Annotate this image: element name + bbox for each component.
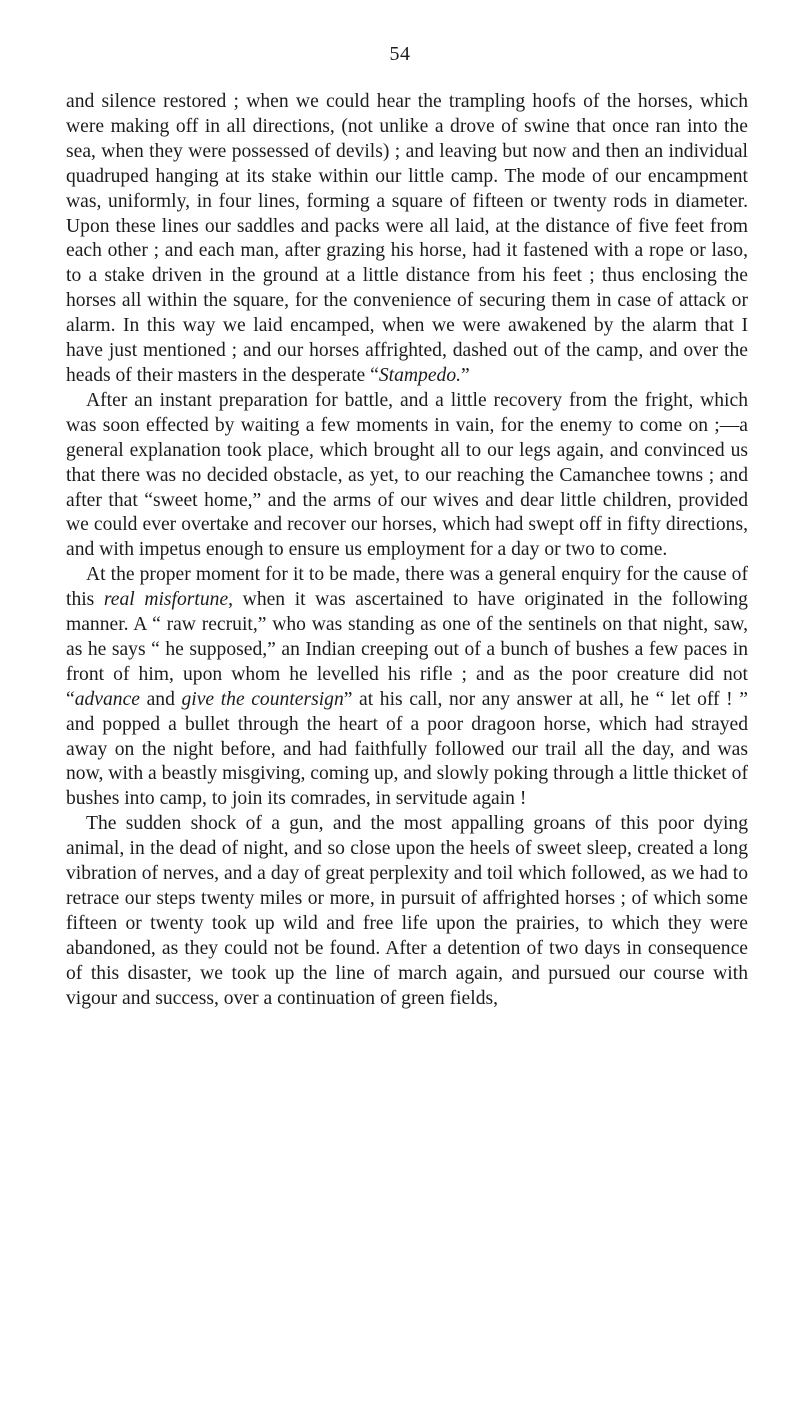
paragraph bbox=[66, 563, 748, 812]
text-run: , when it was ascertained to have originated in the following manner. A “ raw recruit,” who was standing as one of the sentinels on that night, saw, as he says “ he supposed,” an Indian creeping out of a bunch of bushes a few paces in front of him, upon whom he levelled his rifle ; and as the poor creature did not “ bbox=[66, 589, 748, 710]
italic-text: give the countersign bbox=[181, 688, 344, 710]
text-run: ” at his call, nor any answer at all, he “ let off ! ” and popped a bullet through the heart of a poor dragoon horse, which had strayed away on the night before, and had faithfully followed our trail all the day, and was now, with a beastly misgiving, coming up, and slowly poking through a little thicket of bushes into camp, to join its comrades, in servitude again ! bbox=[66, 688, 748, 810]
text-run: and silence restored ; when we could hear the trampling hoofs of the horses, which were making off in all directions, (not unlike a drove of swine that once ran into the sea, when they were possessed of devils) ; and leaving but now and then an individual quadruped hanging at its stake within our little camp. The mode of our encampment was, uniformly, in four lines, forming a square of fifteen or twenty rods in diameter. Upon these lines our saddles and packs were all laid, at the distance of five feet from each other ; and each man, after grazing his horse, had it fastened with a rope or laso, to a stake driven in the ground at a little distance from his feet ; thus enclosing the horses all within the square, for the convenience of securing them in case of attack or alarm. In this way we laid encamped, when we were awakened by the alarm that I have just mentioned ; and our horses affrighted, dashed out of the camp, and over the heads of their masters in the desperate “ bbox=[66, 91, 748, 386]
italic-text: advance bbox=[74, 688, 140, 710]
italic-text: real misfortune bbox=[103, 589, 229, 611]
text-run: The sudden shock of a gun, and the most appalling groans of this poor dying animal, in the dead of night, and so close upon the heels of sweet sleep, created a long vibration of nerves, and a day of great perplexity and toil which followed, as we had to retrace our steps twenty miles or more, in pursuit of affrighted horses ; of which some fifteen or twenty took up wild and free life upon the prairies, to which they were abandoned, as they could not be found. After a detention of two days in consequence of this disaster, we took up the line of march again, and pursued our course with vigour and success, over a continuation of green fields, bbox=[66, 813, 748, 1009]
text-run: and bbox=[139, 688, 182, 710]
paragraph bbox=[66, 812, 748, 1011]
page-number: 54 bbox=[389, 43, 411, 65]
body-text bbox=[66, 90, 748, 1012]
paragraph bbox=[66, 90, 748, 389]
text-run: After an instant preparation for battle, and a little recovery from the fright, which was soon effected by waiting a few moments in vain, for the enemy to come on ;—a general explanation took place, which brought all to our legs again, and convinced us that there was no decided obstacle, as yet, to our reaching the Camanchee towns ; and after that “sweet home,” and the arms of our wives and dear little children, provided we could ever overtake and recover our horses, which had swept off in fifty directions, and with impetus enough to ensure us employment for a day or two to come. bbox=[66, 389, 748, 561]
text-run: ” bbox=[461, 364, 470, 386]
text-run: At the proper moment for it to be made, there was a general enquiry for the cause of this bbox=[66, 564, 748, 611]
paragraph bbox=[66, 389, 748, 563]
italic-text: Stampedo. bbox=[378, 364, 462, 386]
